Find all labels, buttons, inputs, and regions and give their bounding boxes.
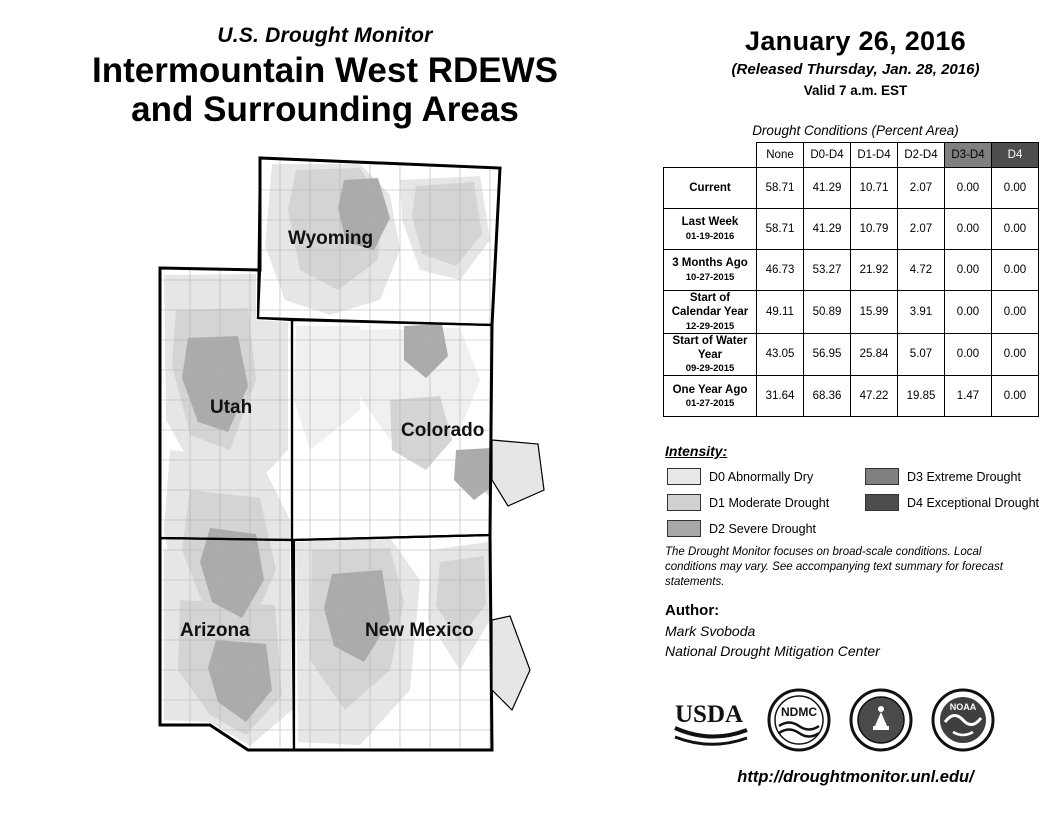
table-row: [664, 291, 1039, 334]
row-date: 10-27-2015: [685, 271, 735, 283]
col-d1d4: D1-D4: [851, 143, 898, 168]
valid-time: Valid 7 a.m. EST: [803, 83, 908, 98]
svg-text:NDMC: NDMC: [781, 705, 817, 719]
cell-d4: 0.00: [992, 376, 1039, 417]
cell-d2d4: 2.07: [898, 209, 945, 250]
table-header-row: [664, 143, 1039, 168]
row-title: Start of Water Year: [672, 334, 748, 361]
cell-d4: 0.00: [992, 168, 1039, 209]
drought-map[interactable]: [60, 150, 640, 790]
table-row: [664, 168, 1039, 209]
cell-none: 43.05: [757, 333, 804, 376]
col-d2d4: D2-D4: [898, 143, 945, 168]
logo-row: [663, 688, 1053, 758]
legend-swatch-d1: [667, 494, 701, 511]
cell-d4: 0.00: [992, 209, 1039, 250]
col-d3d4: D3-D4: [945, 143, 992, 168]
valid-date: January 26, 2016: [745, 26, 966, 56]
legend-swatch-d0: [667, 468, 701, 485]
cell-d0d4: 56.95: [804, 333, 851, 376]
author-affiliation: National Drought Mitigation Center: [665, 643, 880, 660]
legend-swatch-d3: [865, 468, 899, 485]
cell-d1d4: 21.92: [851, 250, 898, 291]
row-date: 01-27-2015: [685, 398, 735, 409]
row-date: 12-29-2015: [685, 320, 735, 332]
cell-d3d4: 0.00: [945, 209, 992, 250]
table-body: [664, 168, 1039, 417]
cell-d4: 0.00: [992, 291, 1039, 334]
table-row: [664, 250, 1039, 291]
table-row: [664, 376, 1039, 417]
row-title: Current: [689, 181, 731, 194]
ndmc-logo: [767, 688, 831, 757]
state-label-arizona: Arizona: [180, 620, 250, 641]
col-d4: D4: [992, 143, 1039, 168]
cell-none: 31.64: [757, 376, 804, 417]
cell-d0d4: 41.29: [804, 209, 851, 250]
cell-d0d4: 53.27: [804, 250, 851, 291]
drought-conditions-table: [663, 142, 1039, 417]
noaa-logo: [931, 688, 995, 757]
cell-d0d4: 68.36: [804, 376, 851, 417]
adjacent-area: [492, 440, 544, 710]
cell-d1d4: 15.99: [851, 291, 898, 334]
row-title: Last Week: [681, 216, 739, 229]
row-date: 01-19-2016: [685, 230, 735, 242]
state-label-colorado: Colorado: [401, 420, 485, 441]
cell-d2d4: 5.07: [898, 333, 945, 376]
row-title: Start of Calendar Year: [671, 292, 749, 319]
legend-swatch-d2: [667, 520, 701, 537]
cell-d2d4: 2.07: [898, 168, 945, 209]
state-label-utah: Utah: [210, 397, 253, 418]
cell-d3d4: 1.47: [945, 376, 992, 417]
legend-label-d2: D2 Severe Drought: [709, 521, 817, 536]
program-title: U.S. Drought Monitor: [217, 24, 433, 47]
cell-d1d4: 10.71: [851, 168, 898, 209]
region-title-line2: and Surrounding Areas: [131, 89, 519, 129]
cell-d3d4: 0.00: [945, 168, 992, 209]
legend-swatch-d4: [865, 494, 899, 511]
info-panel: [655, 0, 1056, 816]
cell-none: 58.71: [757, 209, 804, 250]
col-none: None: [757, 143, 804, 168]
cell-none: 49.11: [757, 291, 804, 334]
row-date: 09-29-2015: [685, 363, 735, 375]
row-label-current: [664, 168, 757, 209]
usda-seal-logo: [849, 688, 913, 757]
table-corner-cell: [664, 143, 757, 168]
cell-d1d4: 25.84: [851, 333, 898, 376]
state-label-new-mexico: New Mexico: [365, 620, 474, 641]
row-label-last-week: [664, 209, 757, 250]
website-url[interactable]: http://droughtmonitor.unl.edu/: [737, 768, 974, 786]
cell-d1d4: 10.79: [851, 209, 898, 250]
region-title-line1: Intermountain West RDEWS: [91, 51, 559, 90]
legend-item-d2: [667, 520, 829, 537]
author-name: Mark Svoboda: [665, 623, 756, 639]
region-title: [0, 52, 650, 129]
author-heading: Author:: [665, 602, 720, 619]
disclaimer-text: The Drought Monitor focuses on broad-scale conditions. Local conditions may vary. See accompanying text summary for forecast statements.: [665, 546, 1003, 589]
state-label-wyoming: Wyoming: [288, 228, 374, 249]
legend-title: Intensity:: [665, 443, 728, 459]
legend-label-d0: D0 Abnormally Dry: [709, 469, 814, 484]
legend-item-d1: [667, 494, 829, 511]
cell-d0d4: 50.89: [804, 291, 851, 334]
legend-column-right: [865, 468, 1039, 520]
cell-d2d4: 19.85: [898, 376, 945, 417]
cell-d0d4: 41.29: [804, 168, 851, 209]
svg-text:USDA: USDA: [675, 701, 744, 728]
date-block: [655, 26, 1056, 98]
release-date: (Released Thursday, Jan. 28, 2016): [731, 61, 980, 78]
row-label-start-water-year: [664, 333, 757, 376]
legend-label-d3: D3 Extreme Drought: [907, 469, 1021, 484]
title-block: [0, 24, 650, 129]
table-header: [664, 143, 1039, 168]
row-label-one-year-ago: [664, 376, 757, 417]
cell-none: 58.71: [757, 168, 804, 209]
row-label-3-months-ago: [664, 250, 757, 291]
legend-label-d4: D4 Exceptional Drought: [907, 495, 1040, 510]
cell-d3d4: 0.00: [945, 291, 992, 334]
cell-d3d4: 0.00: [945, 250, 992, 291]
usda-logo: [673, 696, 749, 753]
table-caption: Drought Conditions (Percent Area): [752, 123, 959, 138]
legend-label-d1: D1 Moderate Drought: [709, 495, 830, 510]
legend-item-d0: [667, 468, 829, 485]
cell-d4: 0.00: [992, 250, 1039, 291]
legend-item-d3: [865, 468, 1039, 485]
row-title: One Year Ago: [672, 383, 748, 396]
col-d0d4: D0-D4: [804, 143, 851, 168]
cell-none: 46.73: [757, 250, 804, 291]
svg-text:NOAA: NOAA: [949, 702, 977, 712]
table-row: [664, 333, 1039, 376]
table-row: [664, 209, 1039, 250]
cell-d3d4: 0.00: [945, 333, 992, 376]
cell-d2d4: 3.91: [898, 291, 945, 334]
legend-column-left: [667, 468, 829, 546]
legend-item-d4: [865, 494, 1039, 511]
row-label-start-calendar-year: [664, 291, 757, 334]
cell-d4: 0.00: [992, 333, 1039, 376]
author-block: [665, 621, 880, 662]
cell-d2d4: 4.72: [898, 250, 945, 291]
cell-d1d4: 47.22: [851, 376, 898, 417]
row-title: 3 Months Ago: [672, 257, 748, 270]
